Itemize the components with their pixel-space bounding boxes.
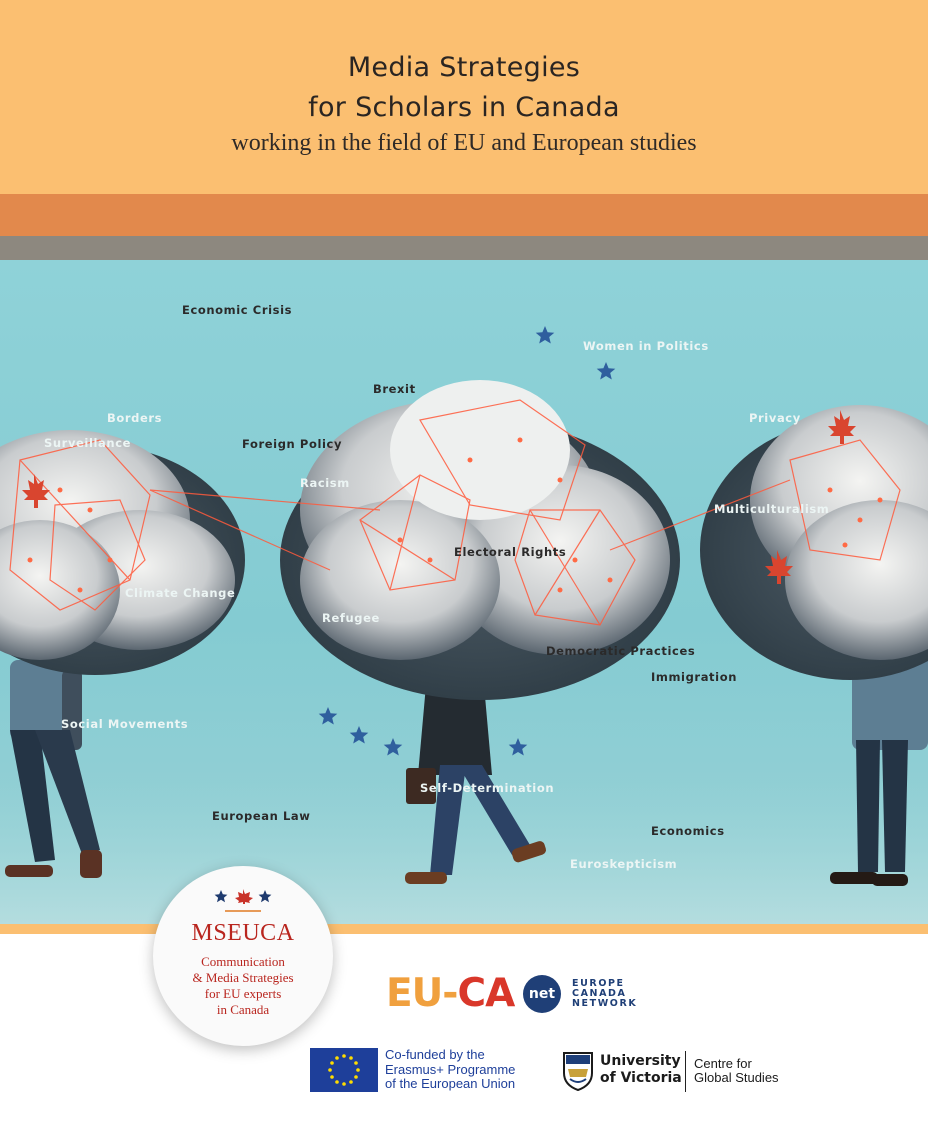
tag-immigration: Immigration	[651, 670, 737, 684]
tag-refugee: Refugee	[322, 611, 380, 625]
seal-name: MSEUCA	[191, 920, 295, 946]
grey-band	[0, 236, 928, 260]
euca-wordmark	[386, 972, 514, 1016]
cgs-line: Global Studies	[694, 1070, 779, 1085]
cloud-left	[0, 430, 245, 675]
tag-economic-crisis: Economic Crisis	[182, 303, 293, 317]
mseuca-seal	[153, 866, 333, 1046]
tag-electoral-rights: Electoral Rights	[454, 545, 567, 559]
header-banner	[0, 0, 928, 194]
seal-desc-line: Communication	[201, 954, 285, 969]
tag-climate-change: Climate Change	[125, 586, 236, 600]
eu-flag-icon	[310, 1048, 378, 1092]
tag-self-determination: Self-Determination	[420, 781, 555, 795]
tag-privacy: Privacy	[749, 411, 801, 425]
euca-eu: EU-	[386, 971, 458, 1016]
uvic-name	[600, 1053, 682, 1087]
seal-star-icon	[213, 888, 273, 904]
title-line-2: for Scholars in Canada	[308, 92, 620, 123]
seal-description	[167, 954, 319, 1018]
tag-women-in-politics: Women in Politics	[583, 339, 709, 353]
tag-euroskepticism: Euroskepticism	[570, 857, 678, 871]
euca-network-line: EUROPE	[572, 978, 625, 989]
uvic-crest-icon	[562, 1051, 594, 1091]
orange-strip	[0, 924, 928, 934]
tag-economics: Economics	[651, 824, 725, 838]
tag-surveillance: Surveillance	[44, 436, 132, 450]
euca-ca: CA	[457, 971, 515, 1016]
euca-network-line: CANADA	[572, 988, 627, 999]
tag-foreign-policy: Foreign Policy	[242, 437, 343, 451]
cloud-right	[700, 405, 928, 680]
tag-social-movements: Social Movements	[61, 717, 189, 731]
seal-desc-line: & Media Strategies	[192, 970, 294, 985]
euca-network-name	[572, 979, 637, 1009]
seal-desc-line: for EU experts	[204, 986, 282, 1001]
erasmus-line: Co-funded by the	[385, 1047, 485, 1062]
erasmus-line: of the European Union	[385, 1076, 516, 1091]
tag-democratic-practices: Democratic Practices	[546, 644, 696, 658]
erasmus-text	[385, 1048, 515, 1092]
cgs-line: Centre for	[694, 1056, 752, 1071]
seal-rule	[225, 910, 261, 912]
erasmus-line: Erasmus+ Programme	[385, 1061, 516, 1077]
euca-net-badge: net	[523, 975, 561, 1013]
logo-divider	[685, 1051, 686, 1092]
subtitle: working in the field of EU and European studies	[231, 130, 697, 156]
uvic-line: University	[600, 1053, 681, 1069]
tag-racism: Racism	[300, 476, 350, 490]
cgs-name	[694, 1057, 779, 1085]
tag-borders: Borders	[107, 411, 163, 425]
tag-multiculturalism: Multiculturalism	[714, 502, 830, 516]
tag-brexit: Brexit	[373, 382, 416, 396]
orange-band	[0, 194, 928, 236]
euca-network-line: NETWORK	[572, 998, 638, 1009]
cover-illustration	[0, 260, 928, 924]
seal-stars	[153, 888, 333, 909]
eu-stars-circle	[310, 1048, 378, 1092]
title-line-1: Media Strategies	[347, 52, 581, 83]
tag-european-law: European Law	[212, 809, 311, 823]
uvic-line: of Victoria	[600, 1070, 682, 1086]
seal-desc-line: in Canada	[216, 1002, 270, 1017]
